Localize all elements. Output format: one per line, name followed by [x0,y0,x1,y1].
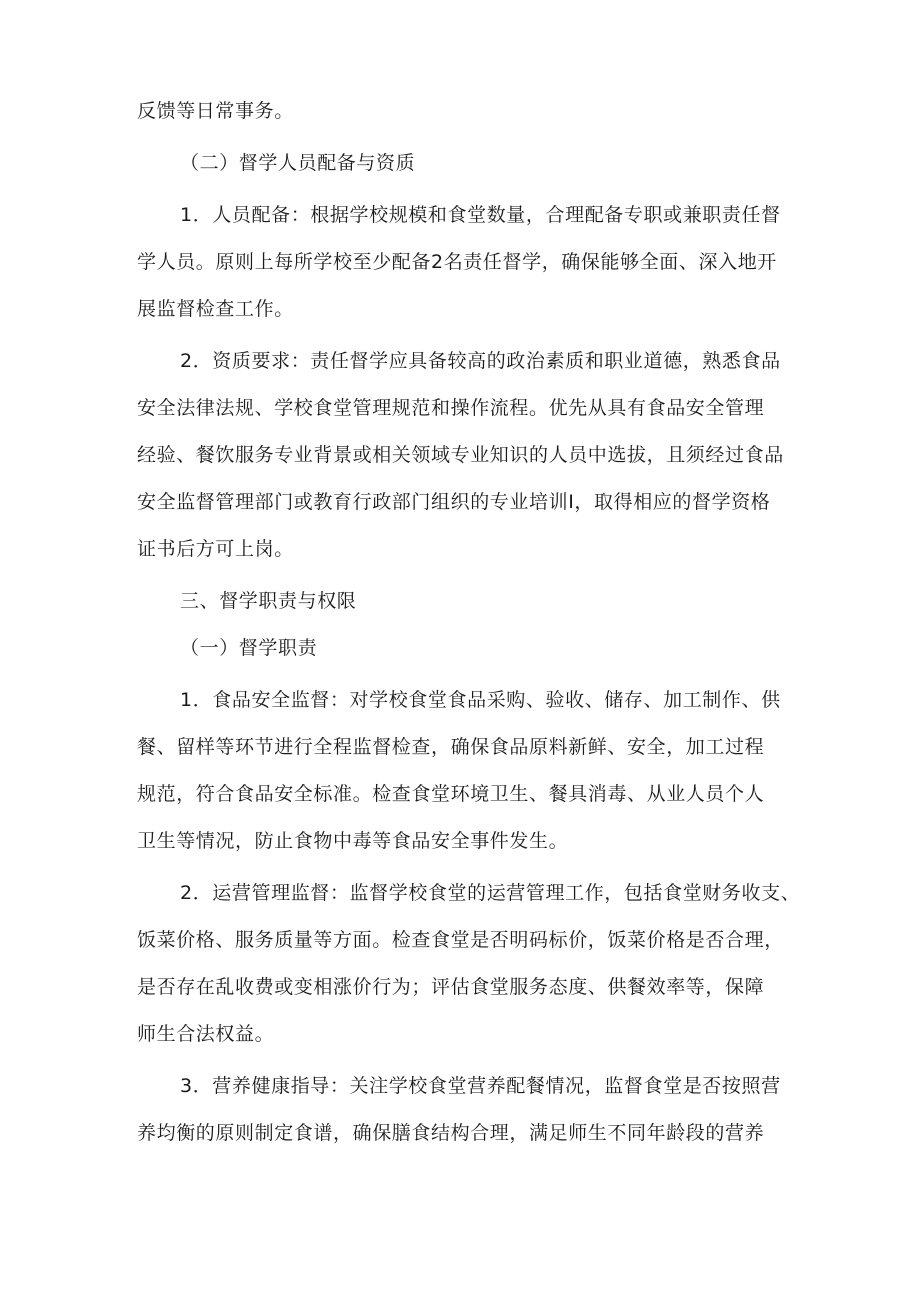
text-line: 2．资质要求：责任督学应具备较高的政治素质和职业道德，熟悉食品 [180,350,781,372]
text-line: 养均衡的原则制定食谱，确保膳食结构合理，满足师生不同年龄段的营养 [137,1122,765,1144]
text-line: 1．人员配备：根据学校规模和食堂数量，合理配备专职或兼职责任督 [180,204,781,226]
text-line: 餐、留样等环节进行全程监督检查，确保食品原料新鲜、安全，加工过程 [137,736,765,758]
text-line: 反馈等日常事务。 [137,100,294,122]
document-body [137,88,801,1157]
text-line: 1．食品安全监督：对学校食堂食品采购、验收、储存、加工制作、供 [180,689,781,711]
text-line: 卫生等情况，防止食物中毒等食品安全事件发生。 [137,830,569,852]
text-line: 3．营养健康指导：关注学校食堂营养配餐情况，监督食堂是否按照营 [180,1075,781,1097]
text-line: 2．运营管理监督：监督学校食堂的运营管理工作，包括食堂财务收支、 [180,882,801,904]
text-line: 展监督检查工作。 [137,298,294,320]
text-line: 师生合法权益。 [137,1023,275,1045]
text-line: 饭菜价格、服务质量等方面。检查食堂是否明码标价，饭菜价格是否合理， [137,929,784,951]
section-heading-duties: 三、督学职责与权限 [180,590,357,612]
text-line: 安全监督管理部门或教育行政部门组织的专业培训I，取得相应的督学资格 [137,491,771,513]
text-line: 经验、餐饮服务专业背景或相关领域专业知识的人员中选拔，且须经过食品 [137,444,784,466]
text-line: 安全法律法规、学校食堂管理规范和操作流程。优先从具有食品安全管理 [137,397,765,419]
text-line: 学人员。原则上每所学校至少配备2名责任督学，确保能够全面、深入地开 [137,251,777,273]
text-line: 是否存在乱收费或变相涨价行为；评估食堂服务态度、供餐效率等，保障 [137,976,765,998]
text-line: 规范，符合食品安全标准。检查食堂环境卫生、餐具消毒、从业人员个人 [137,783,765,805]
section-heading-personnel: （二）督学人员配备与资质 [180,152,416,174]
subsection-heading-duties: （一）督学职责 [180,637,318,659]
text-line: 证书后方可上岗。 [137,538,294,560]
